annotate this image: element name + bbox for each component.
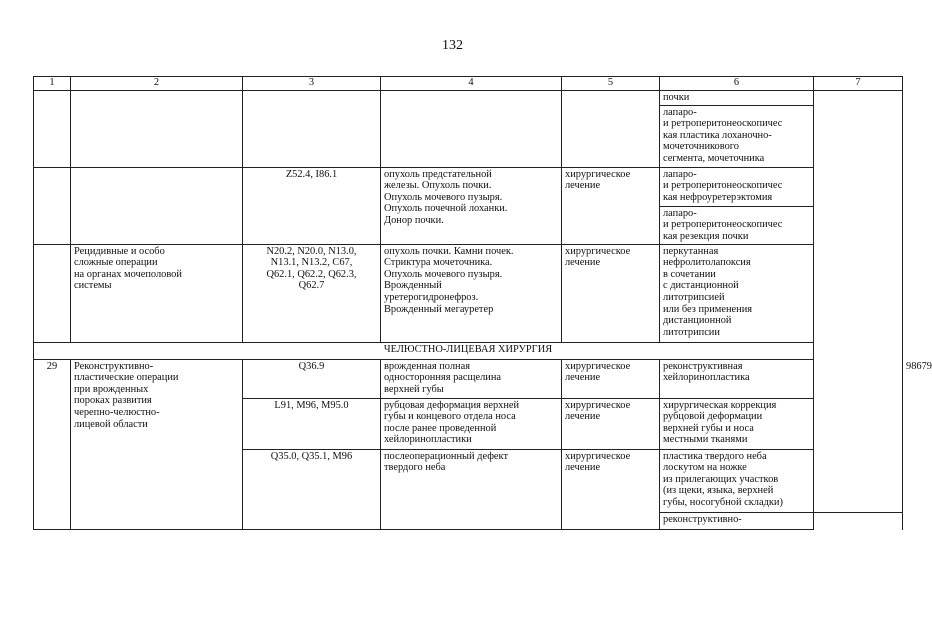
cell-model [381,91,562,168]
cell-method: пластика твердого неба лоскутом на ножке из прилегающих участков (из щеки, языка, верхней губы, носогубной складки) [660,449,814,512]
cell-treatment: хирургическое лечение [562,359,660,398]
cell-treatment: хирургическое лечение [562,398,660,449]
cell-method: лапаро- и ретроперитонеоскопичес кая резекция почки [660,206,814,244]
table-row: 29 Реконструктивно- пластические операции при врожденных пороках развития черепно-челюстно- лицевой области Q36.9 врожденная полная односторонняя расщелина верхней губы хирургическое лечение реконструктивная хейлоринопластика 98679 [34,359,903,398]
header-row [34,77,903,91]
cell-model: опухоль предстательной железы. Опухоль почки. Опухоль мочевого пузыря. Опухоль почечной лоханки. Донор почки. [381,167,562,244]
cell-model: опухоль почки. Камни почек. Стриктура мочеточника. Опухоль мочевого пузыря. Врожденный уретерогидронефроз. Врожденный мегауретер [381,244,562,342]
cell-model: рубцовая деформация верхней губы и концевого отдела носа после ранее проведенной хейлоринопластики [381,398,562,449]
cell-number: 29 [34,359,71,529]
header-col-2: 2 [71,77,243,91]
cell-method: лапаро- и ретроперитонеоскопичес кая нефроуретерэктомия [660,167,814,206]
cell-number [34,91,71,168]
page-number: 132 [442,38,463,53]
cell-method: перкутанная нефролитолапоксия в сочетании с дистанционной литотрипсией или без применения дистанционной литотрипсии [660,244,814,342]
cell-model: врожденная полная односторонняя расщелина верхней губы [381,359,562,398]
table-row [34,244,903,342]
cell-number [34,244,71,342]
section-title: ЧЕЛЮСТНО-ЛИЦЕВАЯ ХИРУРГИЯ [34,342,903,359]
cell-cost [814,91,903,513]
cell-method: реконструктивно- [660,512,814,529]
cell-codes: L91, M96, M95.0 [243,398,381,449]
section-row [34,342,903,359]
header-col-7: 7 [814,77,903,91]
table-row [34,91,903,106]
header-col-6: 6 [660,77,814,91]
header-col-4: 4 [381,77,562,91]
cell-method: лапаро- и ретроперитонеоскопичес кая пластика лоханочно- мочеточникового сегмента, мочеточника [660,105,814,167]
header-col-1: 1 [34,77,71,91]
cell-treatment: хирургическое лечение [562,167,660,244]
cell-method: реконструктивная хейлоринопластика [660,359,814,398]
cell-codes [243,91,381,168]
cell-group: Реконструктивно- пластические операции при врожденных пороках развития черепно-челюстно- лицевой области [71,359,243,529]
cell-treatment: хирургическое лечение [562,244,660,342]
cell-method: хирургическая коррекция рубцовой деформации верхней губы и носа местными тканями [660,398,814,449]
cell-model: послеоперационный дефект твердого неба [381,449,562,529]
cell-group: Рецидивные и особо сложные операции на органах мочеполовой системы [71,244,243,342]
table-row [34,167,903,206]
cell-method: почки [660,91,814,106]
cell-codes: Q36.9 [243,359,381,398]
header-col-5: 5 [562,77,660,91]
header-col-3: 3 [243,77,381,91]
cell-group [71,91,243,168]
cell-codes: Z52.4, I86.1 [243,167,381,244]
cell-group [71,167,243,244]
cell-treatment [562,91,660,168]
cell-number [34,167,71,244]
cell-codes: Q35.0, Q35.1, M96 [243,449,381,529]
cell-treatment: хирургическое лечение [562,449,660,529]
procedures-table [33,76,932,530]
cell-codes: N20.2, N20.0, N13.0, N13.1, N13.2, C67, Q62.1, Q62.2, Q62.3, Q62.7 [243,244,381,342]
